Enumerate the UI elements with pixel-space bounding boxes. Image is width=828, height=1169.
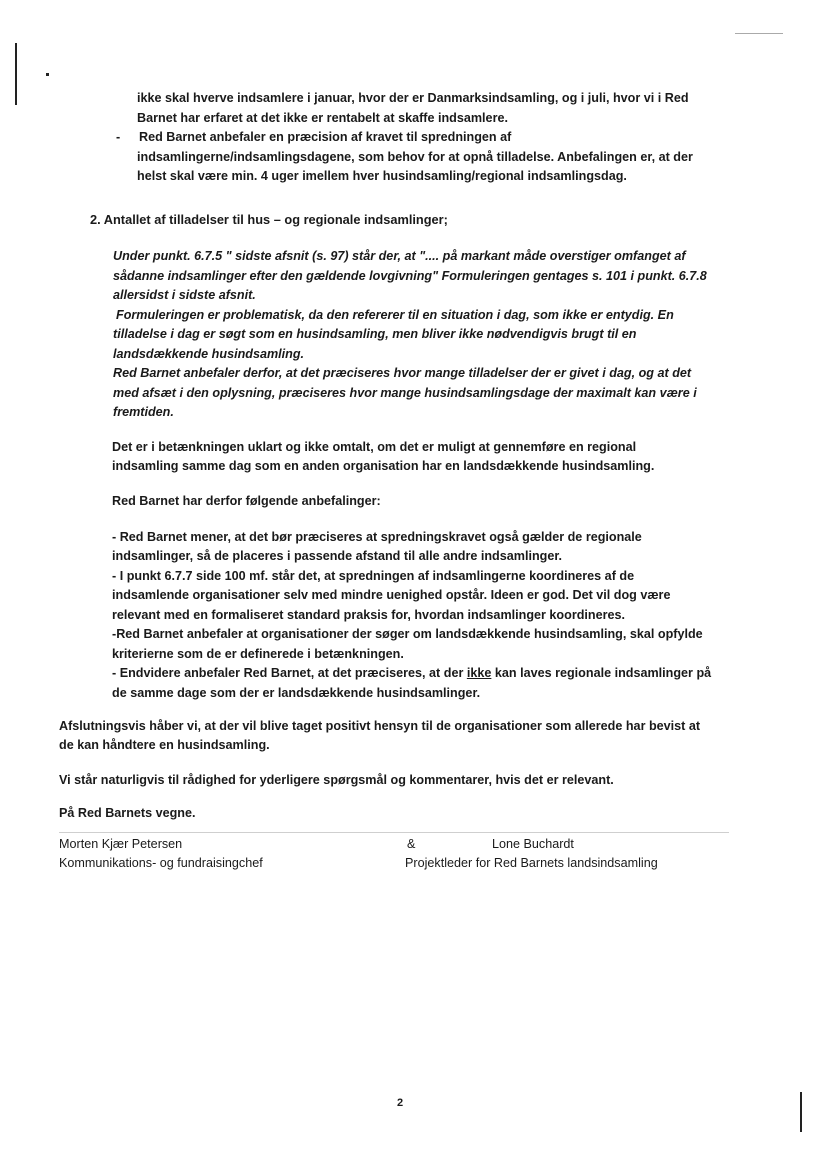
italic-line-5: tilladelse i dag er søgt som en husindsamling, men bliver ikke nødvendigvis brugt til en xyxy=(113,327,637,341)
signature-left-name: Morten Kjær Petersen xyxy=(59,837,183,851)
top-line-5: helst skal være min. 4 uger imellem hver husindsamling/regional indsamlingsdag. xyxy=(137,169,627,183)
rec-line-6: -Red Barnet anbefaler at organisationer der søger om landsdækkende husindsamling, skal opfylde xyxy=(112,627,703,641)
scan-artifact-bottom-right xyxy=(800,1092,802,1132)
top-line-1: ikke skal hverve indsamlere i januar, hvor der er Danmarksindsamling, og i juli, hvor vi i Red xyxy=(137,91,689,105)
top-line-2: Barnet har erfaret at det ikke er rentabelt at skaffe indsamlere. xyxy=(137,111,508,125)
bullet-dash: - xyxy=(116,130,121,144)
signature-left-title: Kommunikations- og fundraisingchef xyxy=(59,856,263,870)
italic-line-3: allersidst i sidste afsnit. xyxy=(113,288,256,302)
unclear-line-1: Det er i betænkningen uklart og ikke omtalt, om det er muligt at gennemføre en regional xyxy=(112,440,637,454)
top-line-3: Red Barnet anbefaler en præcision af kravet til spredningen af xyxy=(139,130,512,144)
rec-line-8 xyxy=(112,663,711,683)
section-heading: 2. Antallet af tilladelser til hus – og regionale indsamlinger; xyxy=(90,212,448,227)
recommend-intro: Red Barnet har derfor følgende anbefalinger: xyxy=(112,494,381,508)
rec-line-2: indsamlinger, så de placeres i passende afstand til alle andre indsamlinger. xyxy=(112,549,563,563)
italic-line-2: sådanne indsamlinger efter den gældende lovgivning" Formuleringen gentages s. 101 i punkt. 6.7.8 xyxy=(113,269,707,283)
top-line-4: indsamlingerne/indsamlingsdagene, som behov for at opnå tilladelse. Anbefalingen er, at der xyxy=(137,150,693,164)
rec-line-7: kriterierne som de er definerede i betænkningen. xyxy=(112,647,404,661)
italic-line-4: Formuleringen er problematisk, da den refererer til en situation i dag, som ikke er entydig. En xyxy=(116,308,674,322)
scan-artifact-left xyxy=(15,43,17,105)
closing-line-1: Afslutningsvis håber vi, at der vil blive taget positivt hensyn til de organisationer som allerede har bevist at xyxy=(59,719,701,733)
rec-line-8-pre: - Endvidere anbefaler Red Barnet, at det præciseres, at der xyxy=(112,666,467,680)
italic-line-9: fremtiden. xyxy=(113,405,174,419)
rec-line-8-underlined: ikke xyxy=(466,666,492,680)
scan-artifact-top-right xyxy=(735,33,783,34)
rec-line-5: relevant med en formaliseret standard praksis for, hvordan indsamlinger koordineres. xyxy=(112,608,626,622)
signature-right-name: Lone Buchardt xyxy=(492,837,574,851)
rec-line-3: - I punkt 6.7.7 side 100 mf. står det, at spredningen af indsamlingerne koordineres af de xyxy=(112,569,635,583)
rec-line-4: indsamlende organisationer selv med mindre uenighed opstår. Ideen er god. Det vil dog være xyxy=(112,588,671,602)
italic-line-8: med afsæt i den oplysning, præciseres hvor mange husindsamlingsdage der maximalt kan være i xyxy=(113,386,697,400)
page-number: 2 xyxy=(397,1097,404,1109)
closing-line-4: På Red Barnets vegne. xyxy=(59,806,196,820)
unclear-line-2: indsamling samme dag som en anden organisation har en landsdækkende husindsamling. xyxy=(112,459,655,473)
signature-rule xyxy=(59,832,729,833)
rec-line-8-post: kan laves regionale indsamlinger på xyxy=(491,666,712,680)
italic-line-1: Under punkt. 6.7.5 " sidste afsnit (s. 97) står der, at ".... på markant måde overstiger omfanget af xyxy=(113,249,686,263)
italic-line-7: Red Barnet anbefaler derfor, at det præciseres hvor mange tilladelser der er givet i dag, og at det xyxy=(113,366,692,380)
signature-ampersand: & xyxy=(407,837,416,851)
rec-line-9: de samme dage som der er landsdækkende husindsamlinger. xyxy=(112,686,481,700)
closing-line-3: Vi står naturligvis til rådighed for yderligere spørgsmål og kommentarer, hvis det er relevant. xyxy=(59,773,614,787)
italic-line-6: landsdækkende husindsamling. xyxy=(113,347,305,361)
rec-line-1: - Red Barnet mener, at det bør præciseres at spredningskravet også gælder de regionale xyxy=(112,530,642,544)
closing-line-2: de kan håndtere en husindsamling. xyxy=(59,738,270,752)
signature-right-title: Projektleder for Red Barnets landsindsamling xyxy=(405,856,658,870)
scan-artifact-dot xyxy=(46,73,49,76)
